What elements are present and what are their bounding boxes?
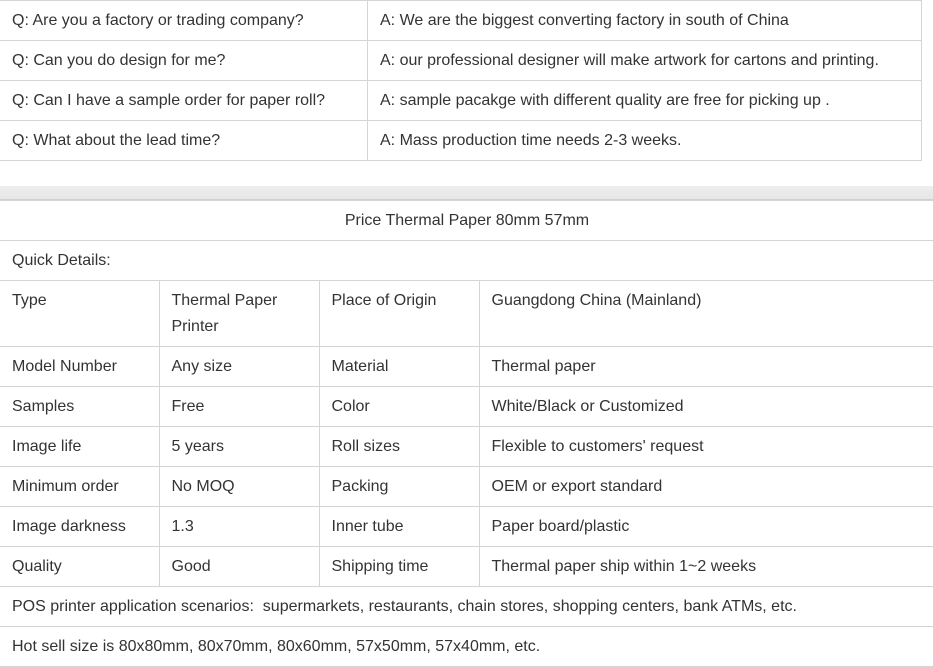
spec-value: 5 years [159, 427, 319, 467]
spec-row [0, 347, 933, 387]
faq-row [0, 121, 922, 161]
quick-details-label: Quick Details: [0, 241, 933, 281]
faq-answer: A: sample pacakge with different quality are free for picking up . [368, 81, 922, 121]
quick-details-row [0, 241, 933, 281]
spec-row [0, 507, 933, 547]
spec-value: 1.3 [159, 507, 319, 547]
faq-answer: A: our professional designer will make artwork for cartons and printing. [368, 41, 922, 81]
spec-key: Inner tube [319, 507, 479, 547]
faq-row [0, 1, 922, 41]
spec-value: Guangdong China (Mainland) [479, 281, 933, 347]
spec-key: Minimum order [0, 467, 159, 507]
spec-key: Color [319, 387, 479, 427]
spec-value: Paper board/plastic [479, 507, 933, 547]
spec-table [0, 200, 933, 667]
application-scenarios: POS printer application scenarios: supermarkets, restaurants, chain stores, shopping centers, bank ATMs, etc. [0, 587, 933, 627]
spec-row [0, 547, 933, 587]
spec-value: Thermal paper ship within 1~2 weeks [479, 547, 933, 587]
spec-row [0, 427, 933, 467]
faq-answer: A: We are the biggest converting factory in south of China [368, 1, 922, 41]
spec-key: Model Number [0, 347, 159, 387]
faq-question: Q: Are you a factory or trading company? [0, 1, 368, 41]
spec-value: Any size [159, 347, 319, 387]
faq-row [0, 41, 922, 81]
spec-key: Roll sizes [319, 427, 479, 467]
hot-sell-row [0, 627, 933, 667]
hot-sell-sizes: Hot sell size is 80x80mm, 80x70mm, 80x60mm, 57x50mm, 57x40mm, etc. [0, 627, 933, 667]
faq-row [0, 81, 922, 121]
spec-key: Packing [319, 467, 479, 507]
spec-key: Image darkness [0, 507, 159, 547]
faq-question: Q: Can you do design for me? [0, 41, 368, 81]
spec-row [0, 281, 933, 347]
spec-key: Place of Origin [319, 281, 479, 347]
spec-value: White/Black or Customized [479, 387, 933, 427]
spec-title-row [0, 201, 933, 241]
spec-value: Thermal Paper Printer [159, 281, 319, 347]
faq-answer: A: Mass production time needs 2-3 weeks. [368, 121, 922, 161]
spec-value: Flexible to customers' request [479, 427, 933, 467]
spec-key: Type [0, 281, 159, 347]
spec-row [0, 467, 933, 507]
faq-question: Q: Can I have a sample order for paper roll? [0, 81, 368, 121]
spec-title: Price Thermal Paper 80mm 57mm [0, 201, 933, 241]
spec-row [0, 387, 933, 427]
spec-value: Thermal paper [479, 347, 933, 387]
spec-key: Material [319, 347, 479, 387]
spec-key: Samples [0, 387, 159, 427]
spec-value: No MOQ [159, 467, 319, 507]
spec-key: Quality [0, 547, 159, 587]
spec-value: Good [159, 547, 319, 587]
spec-value: OEM or export standard [479, 467, 933, 507]
faq-table [0, 0, 922, 161]
spec-value: Free [159, 387, 319, 427]
spec-key: Image life [0, 427, 159, 467]
spec-key: Shipping time [319, 547, 479, 587]
faq-question: Q: What about the lead time? [0, 121, 368, 161]
application-row [0, 587, 933, 627]
section-divider [0, 186, 933, 200]
